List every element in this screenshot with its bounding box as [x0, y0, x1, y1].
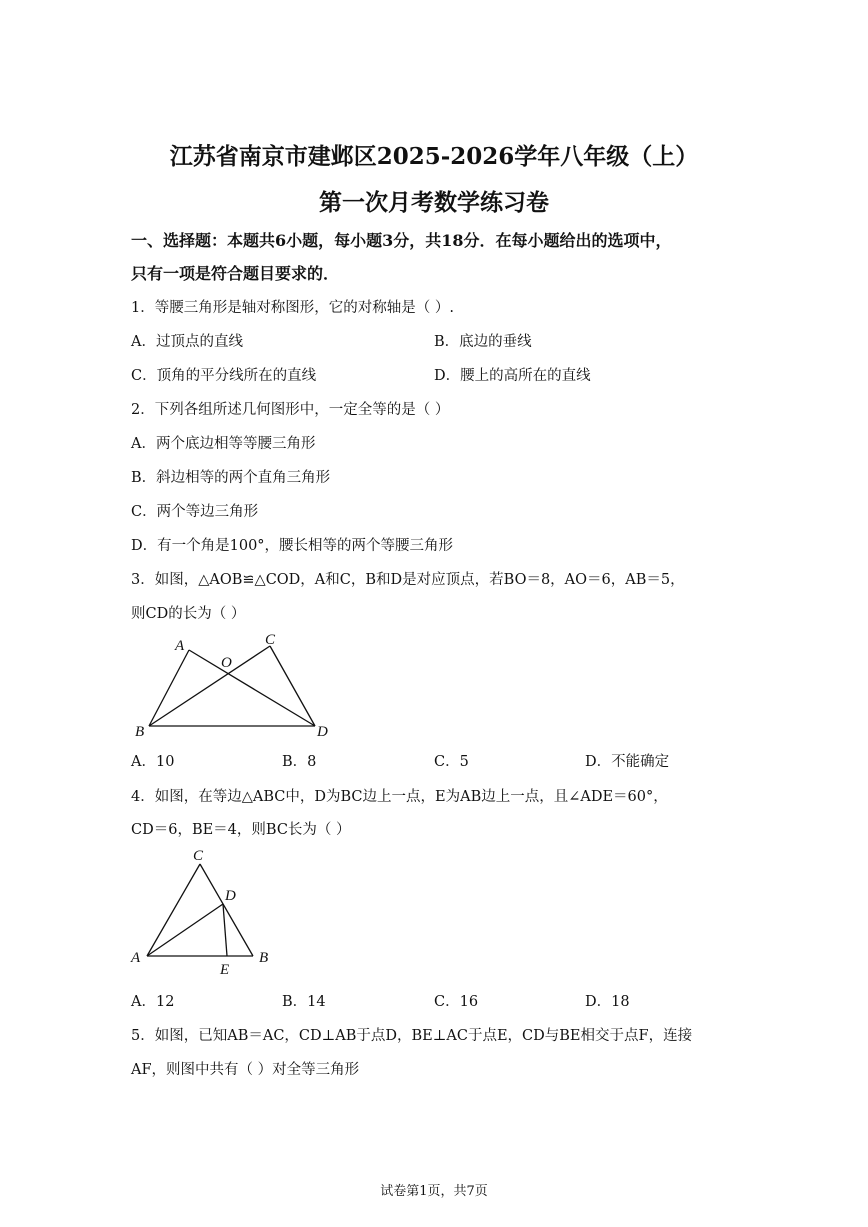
q3-segment-cd	[270, 646, 315, 726]
q2-option-c: C．两个等边三角形	[131, 504, 259, 520]
q4-label-c: C	[193, 848, 204, 864]
q3-figure	[125, 628, 345, 743]
q3-label-c: C	[265, 632, 276, 648]
q2-option-b: B．斜边相等的两个直角三角形	[131, 470, 331, 486]
q3-segment-ad	[189, 650, 315, 726]
q5-stem-line1: 5．如图，已知AB＝AC，CD⊥AB于点D，BE⊥AC于点E，CD与BE相交于点F，连接	[131, 1028, 693, 1044]
q3-option-d: D．不能确定	[585, 754, 670, 770]
page-footer: 试卷第1页，共7页	[380, 1184, 488, 1199]
q3-segment-ab	[149, 650, 189, 726]
q1-option-d: D．腰上的高所在的直线	[434, 368, 591, 384]
q4-label-b: B	[259, 950, 269, 966]
q4-option-b: B．14	[282, 994, 326, 1010]
q4-label-a: A	[131, 950, 141, 966]
q3-label-b: B	[135, 724, 145, 740]
q3-label-d: D	[317, 724, 328, 740]
q4-label-e: E	[220, 962, 230, 978]
section1-heading-line1: 一、选择题：本题共6小题，每小题3分，共18分．在每小题给出的选项中，	[131, 231, 672, 250]
q3-option-c: C．5	[434, 754, 469, 770]
q3-stem-line1: 3．如图，△AOB≌△COD，A和C，B和D是对应顶点，若BO＝8，AO＝6，AB＝5，	[131, 572, 685, 588]
q2-option-d: D．有一个角是100°，腰长相等的两个等腰三角形	[131, 538, 454, 554]
q1-option-c: C．顶角的平分线所在的直线	[131, 368, 317, 384]
q4-label-d: D	[225, 888, 236, 904]
q4-option-d: D．18	[585, 994, 630, 1010]
q4-figure	[125, 840, 285, 982]
page-title-line1: 江苏省南京市建邺区2025-2026学年八年级（上）	[169, 143, 699, 170]
q3-label-a: A	[175, 638, 185, 654]
q4-option-c: C．16	[434, 994, 479, 1010]
q1-stem: 1．等腰三角形是轴对称图形，它的对称轴是（ ）.	[131, 300, 454, 316]
q4-option-a: A．12	[131, 994, 175, 1010]
q4-stem-line1: 4．如图，在等边△ABC中，D为BC边上一点，E为AB边上一点，且∠ADE＝60°，	[131, 789, 668, 805]
q3-option-a: A．10	[131, 754, 175, 770]
q3-stem-line2: 则CD的长为（ ）	[131, 606, 246, 622]
q1-option-b: B．底边的垂线	[434, 334, 532, 350]
q5-stem-line2: AF，则图中共有（ ）对全等三角形	[131, 1062, 360, 1078]
q4-segment-ac	[147, 864, 200, 956]
section1-heading-line2: 只有一项是符合题目要求的．	[131, 264, 340, 283]
q4-segment-de	[223, 904, 227, 956]
q1-option-a: A．过顶点的直线	[131, 334, 243, 350]
q2-stem: 2．下列各组所述几何图形中，一定全等的是（ ）	[131, 402, 450, 418]
q4-segment-ad	[147, 904, 223, 956]
q3-label-o: O	[221, 655, 232, 671]
q3-segment-bc	[149, 646, 270, 726]
q4-stem-line2: CD＝6，BE＝4，则BC长为（ ）	[131, 822, 351, 838]
q2-option-a: A．两个底边相等等腰三角形	[131, 436, 316, 452]
q3-option-b: B．8	[282, 754, 317, 770]
page-title-line2: 第一次月考数学练习卷	[319, 189, 549, 216]
